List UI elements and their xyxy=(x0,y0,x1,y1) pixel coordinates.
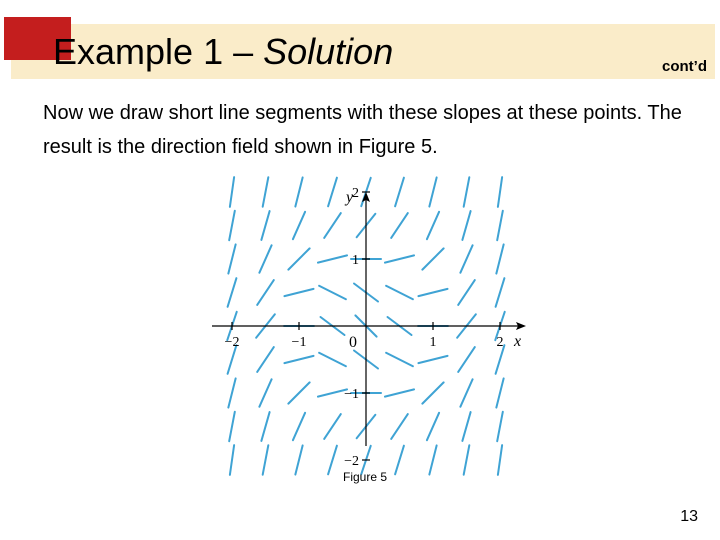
slope-segment-0-6 xyxy=(228,378,235,407)
direction-field-figure xyxy=(200,180,540,469)
slope-segment-7-8 xyxy=(464,445,470,474)
slope-segment-6-8 xyxy=(429,445,436,474)
slope-segment-0-3 xyxy=(228,278,237,307)
slope-segment-1-5 xyxy=(257,347,274,372)
slope-segment-6-7 xyxy=(427,413,439,440)
slope-segment-2-2 xyxy=(288,248,309,269)
body-text: Now we draw short line segments with these slopes at these points. The result is the direction field shown in Figure 5. xyxy=(43,102,682,158)
slope-segment-8-2 xyxy=(496,244,503,273)
slope-segment-6-0 xyxy=(429,177,436,206)
slope-segment-6-1 xyxy=(427,212,439,239)
slope-segment-7-7 xyxy=(462,412,470,441)
slope-segment-1-2 xyxy=(259,245,271,272)
slope-segment-8-7 xyxy=(497,412,503,441)
slope-segment-3-1 xyxy=(324,213,341,238)
slope-segment-3-3 xyxy=(319,286,346,299)
slope-segment-6-2 xyxy=(422,248,443,269)
slope-segment-5-2 xyxy=(385,255,414,262)
page-number: 13 xyxy=(680,508,698,525)
slope-segment-5-1 xyxy=(391,213,408,238)
x-tick-label-3: 2 xyxy=(496,335,504,350)
slope-segment-7-5 xyxy=(458,347,475,372)
slope-segment-6-3 xyxy=(418,289,447,296)
slope-segment-8-1 xyxy=(497,211,503,240)
slope-segment-8-8 xyxy=(498,445,502,475)
slope-segment-6-6 xyxy=(422,382,443,403)
slope-segment-7-2 xyxy=(460,245,472,272)
slope-segment-1-6 xyxy=(259,379,271,406)
slope-segment-0-0 xyxy=(230,177,234,207)
slope-segment-1-0 xyxy=(263,177,269,206)
slope-segment-2-6 xyxy=(288,382,309,403)
slope-segment-6-5 xyxy=(418,356,447,363)
slope-segment-7-0 xyxy=(464,177,470,206)
origin-label: 0 xyxy=(349,334,357,351)
slope-segment-2-1 xyxy=(293,212,305,239)
slope-segment-5-6 xyxy=(385,389,414,396)
slope-segment-8-0 xyxy=(498,177,502,207)
slope-segment-3-2 xyxy=(318,255,347,262)
slope-segment-1-7 xyxy=(261,412,269,441)
slope-segment-3-5 xyxy=(319,353,346,366)
slope-segment-0-7 xyxy=(229,412,235,441)
slope-segment-2-7 xyxy=(293,413,305,440)
y-tick-label-2: −1 xyxy=(344,387,359,402)
x-tick-label-0: −2 xyxy=(224,335,240,350)
slope-segment-1-1 xyxy=(261,211,269,240)
y-tick-label-3: −2 xyxy=(344,454,359,469)
slope-segment-2-5 xyxy=(284,356,313,363)
slide-title xyxy=(53,29,393,75)
slope-segment-3-7 xyxy=(324,414,341,439)
slope-segment-7-1 xyxy=(462,211,470,240)
slope-segment-2-8 xyxy=(295,445,302,474)
direction-field-plot xyxy=(200,180,540,469)
slope-segment-0-2 xyxy=(228,244,235,273)
slope-segment-5-5 xyxy=(386,353,413,366)
slope-segment-8-6 xyxy=(496,378,503,407)
x-tick-label-1: −1 xyxy=(291,335,307,350)
y-axis-label: y xyxy=(346,189,354,206)
slide-title-main: Example 1 – xyxy=(53,31,264,72)
slope-segment-1-3 xyxy=(257,280,274,305)
slide-title-sub: Solution xyxy=(263,31,394,72)
slope-segment-8-3 xyxy=(496,278,505,307)
slope-segment-7-3 xyxy=(458,280,475,305)
slope-segment-0-8 xyxy=(230,445,234,475)
slope-segment-1-8 xyxy=(263,445,269,474)
slope-segment-3-0 xyxy=(328,178,337,207)
slope-segment-3-6 xyxy=(318,389,347,396)
x-tick-label-2: 1 xyxy=(429,335,437,350)
slope-segment-7-6 xyxy=(460,379,472,406)
slope-segment-2-0 xyxy=(295,177,302,206)
x-axis-label: x xyxy=(514,333,522,350)
slope-segment-5-3 xyxy=(386,286,413,299)
continued-label: cont’d xyxy=(662,58,707,75)
slope-segment-0-1 xyxy=(229,211,235,240)
y-tick-label-0: 2 xyxy=(352,186,359,201)
slope-segment-5-7 xyxy=(391,414,408,439)
slope-segment-5-0 xyxy=(395,178,404,207)
figure-caption: Figure 5 xyxy=(342,470,388,484)
slope-segment-2-3 xyxy=(284,289,313,296)
y-tick-label-1: 1 xyxy=(352,253,359,268)
